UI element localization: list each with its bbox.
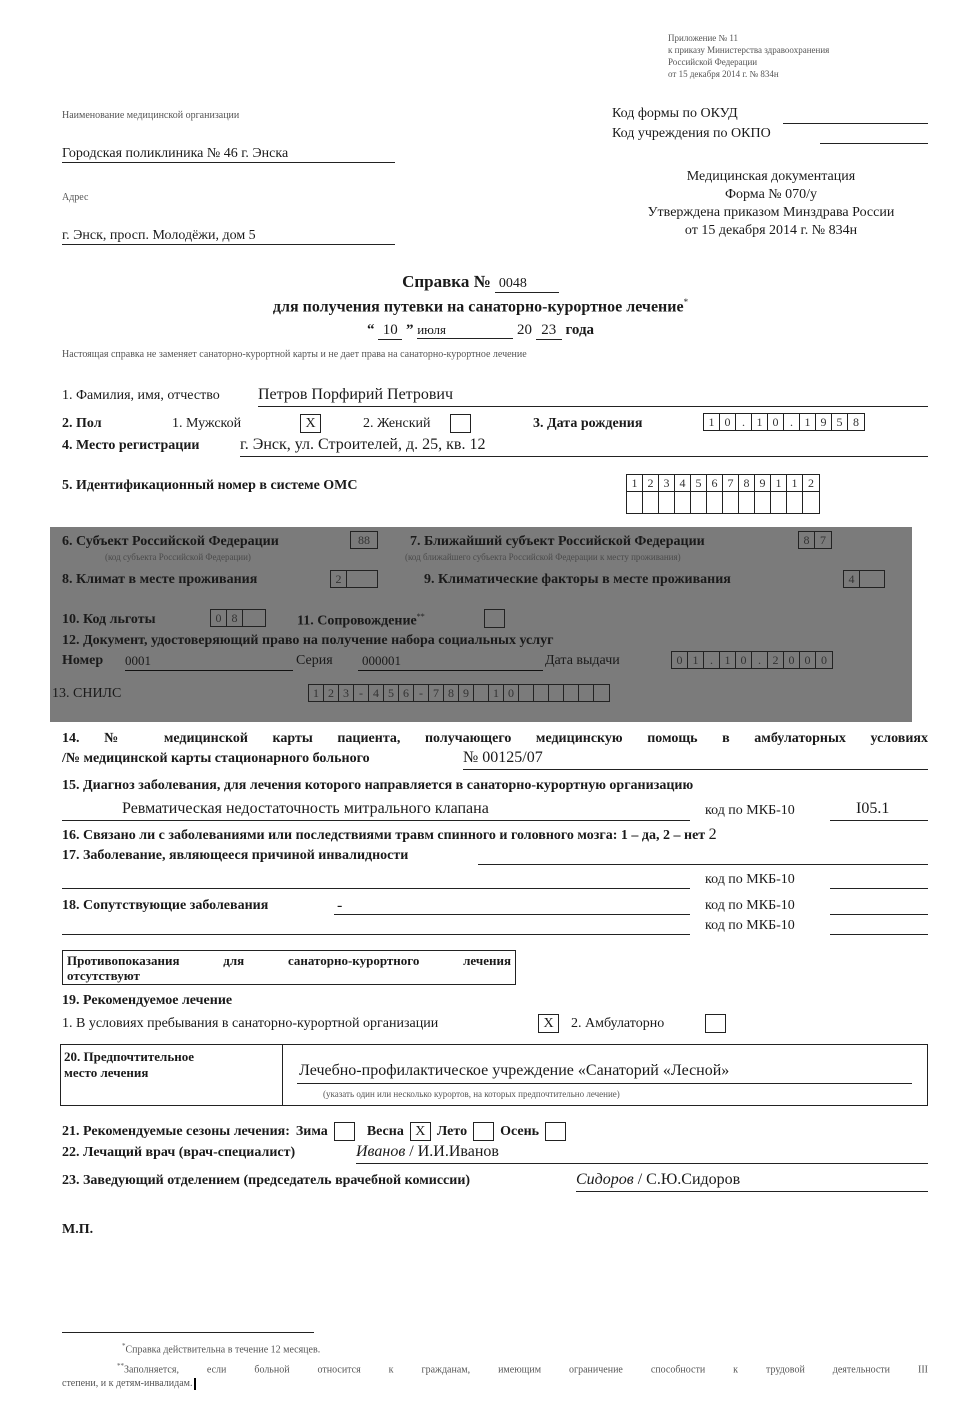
f14-label-line-1: 14. № медицинской карты пациента, получающего медицинскую помощь в амбулаторных условиях bbox=[62, 731, 928, 746]
note-text: Настоящая справка не заменяет санаторно-курортной карты и не дает права на санаторно-курортное лечение bbox=[62, 349, 527, 360]
f22-name: / И.И.Иванов bbox=[409, 1143, 499, 1160]
season-summer-label: Лето bbox=[436, 1123, 468, 1139]
f10-cells[interactable]: 0 8 bbox=[210, 609, 266, 627]
f14-label-line-2: /№ медицинской карты стационарного больного bbox=[62, 751, 370, 766]
f12-series-label: Серия bbox=[296, 653, 333, 668]
f15-value: Ревматическая недостаточность митрального клапана bbox=[122, 800, 489, 817]
address-value: г. Энск, просп. Молодёжи, дом 5 bbox=[62, 228, 256, 243]
form-info-line-1: Медицинская документация bbox=[686, 169, 856, 184]
contra-line-2: отсутствуют bbox=[67, 968, 140, 983]
season-autumn-checkbox[interactable] bbox=[545, 1122, 566, 1141]
f18-mkb-label-2: код по МКБ-10 bbox=[705, 918, 795, 933]
footnote-1: *Справка действительна в течение 12 месяцев. bbox=[122, 1342, 321, 1356]
appendix-line-2: к приказу Министерства здравоохранения bbox=[668, 45, 830, 55]
season-winter-label: Зима bbox=[295, 1123, 328, 1139]
okud-row bbox=[612, 106, 738, 122]
f15-label: 15. Диагноз заболевания, для лечения которого направляется в санаторно-курортную организацию bbox=[62, 778, 694, 793]
spravka-label: Справка № bbox=[402, 272, 491, 291]
f22-field[interactable] bbox=[356, 1143, 928, 1164]
f13-snils-cells[interactable]: 1 2 3 - 4 5 6 - 7 8 9 1 0 bbox=[308, 684, 610, 702]
f5-row-1: 1 2 3 4 5 6 7 8 9 1 1 2 bbox=[626, 474, 820, 492]
contraindications-box bbox=[62, 950, 516, 985]
f17-field-cont[interactable] bbox=[62, 872, 690, 889]
f8-label: 8. Климат в месте проживания bbox=[62, 572, 258, 587]
f10-label: 10. Код льготы bbox=[62, 612, 156, 627]
date-month[interactable]: июля bbox=[417, 322, 513, 339]
contra-line-1: Противопоказания для санаторно-курортного лечения bbox=[67, 953, 511, 968]
f3-label: 3. Дата рождения bbox=[533, 416, 643, 431]
f23-name: / С.Ю.Сидоров bbox=[637, 1171, 741, 1188]
f1-field[interactable] bbox=[258, 386, 928, 407]
f22-signature: Иванов bbox=[356, 1143, 406, 1160]
f4-field[interactable] bbox=[240, 436, 928, 457]
f16-label: 16. Связано ли с заболеваниями или последствиями травм спинного и головного мозга: 1 – да, 2 – нет bbox=[62, 828, 706, 843]
appendix-line-3: Российской Федерации bbox=[668, 57, 758, 67]
f20-value: Лечебно-профилактическое учреждение «Санаторий «Лесной» bbox=[299, 1062, 730, 1079]
f2-female-checkbox[interactable] bbox=[450, 414, 471, 433]
f15-mkb-field[interactable]: I05.1 bbox=[830, 800, 928, 821]
f20-sublabel: (указать один или несколько курортов, на которых предпочтительно лечение) bbox=[323, 1089, 620, 1099]
f12-number-label: Номер bbox=[62, 653, 104, 668]
okud-label: Код формы по ОКУД bbox=[612, 106, 738, 121]
f1-label: 1. Фамилия, имя, отчество bbox=[62, 388, 220, 403]
form-info-line-2: Форма № 070/у bbox=[724, 187, 818, 202]
f2-label: 2. Пол bbox=[62, 416, 102, 431]
f12-label: 12. Документ, удостоверяющий право на получение набора социальных услуг bbox=[62, 633, 554, 648]
form-info bbox=[612, 168, 930, 240]
form-info-line-4: от 15 декабря 2014 г. № 834н bbox=[684, 223, 858, 238]
f23-field[interactable] bbox=[576, 1171, 928, 1192]
f22-label: 22. Лечащий врач (врач-специалист) bbox=[62, 1145, 296, 1160]
f12-series-field[interactable]: 000001 bbox=[358, 652, 543, 671]
f14-value: № 00125/07 bbox=[463, 749, 543, 766]
f23-label: 23. Заведующий отделением (председатель врачебной комиссии) bbox=[62, 1173, 471, 1188]
f13-label: 13. СНИЛС bbox=[52, 686, 122, 701]
f18-label: 18. Сопутствующие заболевания bbox=[62, 898, 269, 913]
f9-cells[interactable]: 4 bbox=[843, 570, 885, 588]
f23-signature: Сидоров bbox=[576, 1171, 634, 1188]
title-row bbox=[0, 272, 961, 293]
form-info-line-3: Утверждена приказом Минздрава России bbox=[647, 205, 895, 220]
f17-mkb-field[interactable] bbox=[830, 872, 928, 889]
okpo-label: Код учреждения по ОКПО bbox=[612, 126, 771, 141]
f19-opt2-label: 2. Амбулаторно bbox=[571, 1016, 665, 1031]
subtitle: для получения путевки на санаторно-курортное лечение* bbox=[272, 297, 689, 316]
f21-row bbox=[62, 1122, 566, 1141]
season-autumn-label: Осень bbox=[500, 1123, 540, 1139]
org-name-value: Городская поликлиника № 46 г. Энска bbox=[62, 146, 289, 161]
season-summer-checkbox[interactable] bbox=[473, 1122, 494, 1141]
address-label: Адрес bbox=[62, 192, 89, 203]
f6-sublabel: (код субъекта Российской Федерации) bbox=[105, 552, 251, 562]
okpo-field[interactable] bbox=[820, 127, 928, 144]
f14-field[interactable] bbox=[463, 749, 928, 770]
f4-value: г. Энск, ул. Строителей, д. 25, кв. 12 bbox=[240, 436, 486, 453]
f6-cells[interactable]: 88 bbox=[350, 531, 378, 549]
f19-label: 19. Рекомендуемое лечение bbox=[62, 993, 233, 1008]
spravka-number[interactable]: 0048 bbox=[495, 276, 559, 293]
f7-label: 7. Ближайший субъект Российской Федерации bbox=[410, 534, 705, 549]
footnote-2: **Заполняется, если больной относится к гражданам, имеющим ограничение способности к трудовой деятельности III степени, и к детям-инвалидам. bbox=[62, 1362, 928, 1390]
f1-value: Петров Порфирий Петрович bbox=[258, 386, 454, 403]
address-field[interactable] bbox=[62, 228, 395, 245]
date-row: “ 10 ” июля 20 23 года bbox=[366, 322, 595, 338]
f12-date-label: Дата выдачи bbox=[545, 653, 620, 668]
f7-sublabel: (код ближайшего субъекта Российской Федерации к месту проживания) bbox=[405, 552, 681, 562]
f17-field[interactable] bbox=[478, 848, 928, 865]
f19-opt1-label: 1. В условиях пребывания в санаторно-курортной организации bbox=[62, 1016, 439, 1031]
f2-male-label: 1. Мужской bbox=[172, 416, 242, 431]
date-year[interactable]: 23 bbox=[536, 322, 562, 340]
f5-row-2 bbox=[626, 492, 820, 514]
f5-oms-cells[interactable] bbox=[626, 474, 820, 514]
date-day[interactable]: 10 bbox=[378, 322, 402, 340]
f21-label: 21. Рекомендуемые сезоны лечения: bbox=[62, 1123, 290, 1139]
stamp-label: М.П. bbox=[62, 1222, 94, 1237]
f18-field-cont[interactable] bbox=[62, 918, 690, 935]
f3-birthdate-cells[interactable]: 1 0 . 1 0 . 1 9 5 8 bbox=[703, 413, 865, 431]
f15-mkb-label: код по МКБ-10 bbox=[705, 803, 795, 818]
text-cursor bbox=[194, 1378, 196, 1390]
f17-label: 17. Заболевание, являющееся причиной инвалидности bbox=[62, 848, 409, 863]
f20-table bbox=[60, 1044, 928, 1106]
f2-male-checkbox[interactable]: X bbox=[300, 414, 321, 433]
f20-field[interactable] bbox=[297, 1062, 912, 1084]
f12-date-cells[interactable]: 0 1 . 1 0 . 2 0 0 0 bbox=[671, 651, 833, 669]
appendix-block bbox=[668, 32, 829, 80]
f19-opt2-checkbox[interactable] bbox=[705, 1014, 726, 1033]
footnote-divider bbox=[62, 1332, 314, 1333]
f16-row bbox=[62, 826, 717, 844]
f18-field[interactable]: - bbox=[334, 897, 690, 915]
appendix-line-4: от 15 декабря 2014 г. № 834н bbox=[668, 69, 779, 79]
f20-label-cell: 20. Предпочтительное место лечения bbox=[61, 1045, 283, 1105]
f2-female-label: 2. Женский bbox=[363, 416, 431, 431]
f18-mkb-field-2[interactable] bbox=[830, 918, 928, 935]
org-name-label: Наименование медицинской организации bbox=[62, 110, 240, 121]
appendix-line-1: Приложение № 11 bbox=[668, 33, 739, 43]
f20-value-cell bbox=[283, 1045, 927, 1105]
season-spring-checkbox[interactable]: X bbox=[410, 1122, 431, 1141]
season-spring-label: Весна bbox=[366, 1123, 404, 1139]
f19-opt1-checkbox[interactable]: X bbox=[538, 1014, 559, 1033]
okud-field[interactable] bbox=[783, 107, 928, 124]
f6-label: 6. Субъект Российской Федерации bbox=[62, 534, 279, 549]
f12-number-field[interactable]: 0001 bbox=[125, 652, 293, 671]
f5-label: 5. Идентификационный номер в системе ОМС bbox=[62, 478, 358, 493]
org-name-field[interactable] bbox=[62, 146, 395, 163]
f16-value[interactable]: 2 bbox=[708, 826, 717, 843]
f15-field[interactable] bbox=[62, 800, 690, 821]
f7-cells[interactable]: 8 7 bbox=[798, 531, 832, 549]
f17-mkb-label: код по МКБ-10 bbox=[705, 872, 795, 887]
f9-label: 9. Климатические факторы в месте проживания bbox=[424, 572, 731, 587]
f11-checkbox[interactable] bbox=[484, 609, 505, 628]
f8-cells[interactable]: 2 bbox=[330, 570, 378, 588]
f11-label: 11. Сопровождение** bbox=[297, 612, 425, 629]
f4-label: 4. Место регистрации bbox=[62, 438, 200, 453]
f18-mkb-label-1: код по МКБ-10 bbox=[705, 898, 795, 913]
season-winter-checkbox[interactable] bbox=[334, 1122, 355, 1141]
f18-mkb-field-1[interactable] bbox=[830, 897, 928, 915]
